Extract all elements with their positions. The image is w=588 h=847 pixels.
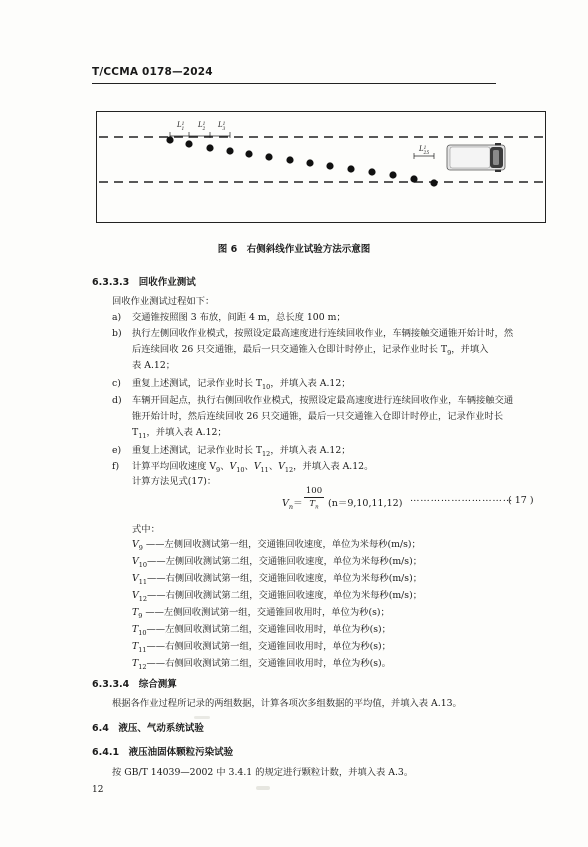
traffic-cone [410,175,417,182]
traffic-cone [368,168,375,175]
list-marker: d) [112,395,122,406]
formula-condition: (n＝9,10,11,12) [328,498,403,509]
paragraph-641: 按 GB/T 14039—2002 中 3.4.1 的规定进行颗粒计数，并填入表 A.3。 [112,767,414,778]
formula-dots: ………………………… [410,493,513,504]
document-id: T/CCMA 0178—2024 [92,66,213,78]
dim-label-l3: $L^1$ 3 [218,121,226,132]
traffic-cone [306,159,313,166]
variable-definition: $V_{12}——$右侧回收测试第二组，交通锥回收速度，单位为米每秒(m/s)； [132,590,422,603]
list-item-text: 交通锥按照图 3 布放，间距 4 m，总长度 100 m； [132,312,346,323]
dim-label-l1: $L^1$ 1 [177,121,185,132]
figure-diagram [96,111,546,223]
list-marker: e) [112,445,122,456]
scan-smudge [194,716,210,719]
variable-definition: $V_9$ ——左侧回收测试第一组，交通锥回收速度，单位为米每秒(m/s)； [132,539,421,552]
traffic-cone [206,144,213,151]
traffic-cone [265,153,272,160]
section-heading-64: 6.4 液压、气动系统试验 [92,723,204,734]
variable-definition: $V_{10}——$左侧回收测试第二组，交通锥回收速度，单位为米每秒(m/s)； [132,556,422,569]
formula-fraction: 100 $T_n$ [305,486,323,511]
header-rule [92,83,496,84]
list-marker: f) [112,461,120,472]
traffic-cone [245,150,252,157]
dim-label-l2: $L^1$ 2 [198,121,206,132]
list-marker: a) [112,312,122,323]
where-label: 式中： [132,524,160,535]
section-heading-6333: 6.3.3.3 回收作业测试 [92,277,196,288]
paragraph-intro: 回收作业测试过程如下： [112,296,215,307]
traffic-cone [185,140,192,147]
traffic-cone [326,162,333,169]
list-item-text: 车辆开回起点，执行右侧回收作业模式，按照设定最高速度进行连续回收作业，车辆接触交通 [132,395,514,406]
traffic-cone [430,179,437,186]
list-marker: b) [112,328,122,339]
paragraph-6334: 根据各作业过程所记录的两组数据，计算各项次多组数据的平均值，并填入表 A.13。 [112,698,462,709]
list-item-text: 表 A.12； [132,360,176,371]
list-item-text: 后连续回收 26 只交通锥，最后一只交通锥入仓即计时停止，记录作业时长 $T_9$，并填入 [132,344,489,357]
traffic-cone [226,147,233,154]
cone-group [166,136,437,186]
dimension-labels [176,121,429,156]
traffic-cone [347,165,354,172]
traffic-cone [389,171,396,178]
variable-definition: $T_9$ ——左侧回收测试第一组，交通锥回收用时，单位为秒(s)； [132,607,390,620]
formula-17 [282,486,542,516]
list-item-text: 执行左侧回收作业模式，按照设定最高速度进行连续回收作业，车辆接触交通锥开始计时，然 [132,328,514,339]
formula-number: ( 17 ) [508,495,534,506]
variable-definition: $T_{12}——$右侧回收测试第二组，交通锥回收用时，单位为秒(s)。 [132,658,391,671]
variable-definition: $V_{11}——$右侧回收测试第一组，交通锥回收速度，单位为米每秒(m/s)； [132,573,422,586]
vehicle-icon [447,143,505,172]
list-item-text: 计算平均回收速度 $V_9$、$V_{10}$、$V_{11}$、$V_{12}$，并填入表 A.12。 [132,461,374,474]
list-item-text: 计算方法见式(17)： [132,476,217,487]
formula-lhs: $V_n=$ [282,498,303,511]
dim-label-l4: $L^1$ 25 [419,145,430,156]
traffic-cone [286,156,293,163]
section-heading-6334: 6.3.3.4 综合测算 [92,679,177,690]
list-item-text: 重复上述测试，记录作业时长 $T_{10}$，并填入表 A.12； [132,378,351,391]
scan-smudge [256,786,270,790]
list-marker: c) [112,378,121,389]
list-item-text: 重复上述测试，记录作业时长 $T_{12}$，并填入表 A.12； [132,445,351,458]
page-number: 12 [92,785,104,795]
variable-definition: $T_{10}——$左侧回收测试第二组，交通锥回收用时，单位为秒(s)； [132,624,391,637]
diagram-svg [97,112,547,224]
list-item-text: 锥开始计时，然后连续回收 26 只交通锥，最后一只交通锥入仓即计时停止，记录作业时长 [132,411,504,422]
list-item-text: $T_{11}$，并填入表 A.12； [132,427,227,440]
figure-caption: 图 6 右侧斜线作业试验方法示意图 [217,244,371,255]
variable-definition: $T_{11}——$右侧回收测试第一组，交通锥回收用时，单位为秒(s)； [132,641,391,654]
section-heading-641: 6.4.1 液压油固体颗粒污染试验 [92,747,234,758]
